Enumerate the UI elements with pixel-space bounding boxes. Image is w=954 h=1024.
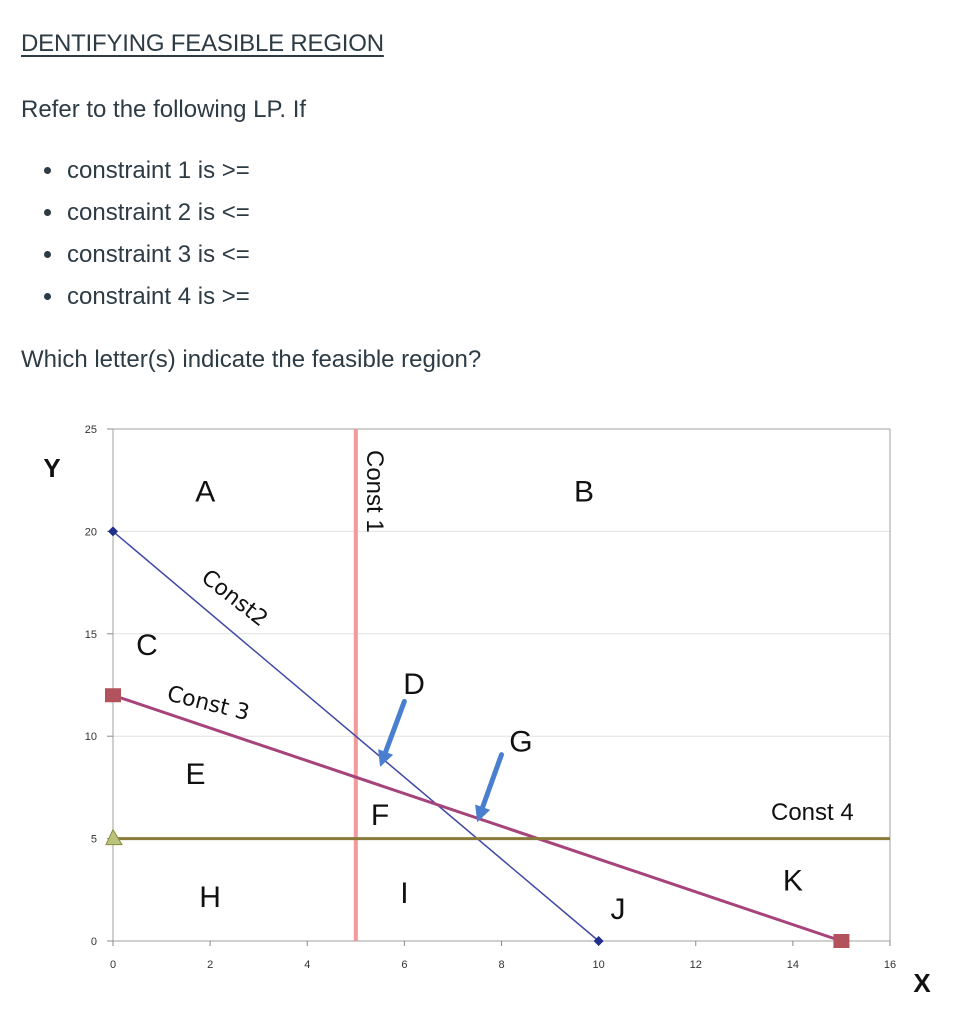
- chart-labels: [43, 450, 931, 998]
- grid-lines: [113, 531, 890, 838]
- question-intro: Refer to the following LP. If: [21, 96, 307, 123]
- region-label-d: D: [403, 667, 425, 701]
- const1-label: Const 1: [361, 450, 388, 533]
- x-tick-label-12: 12: [689, 959, 702, 971]
- region-label-a: A: [195, 475, 216, 509]
- region-label-h: H: [199, 880, 221, 914]
- constraint-item-3: • constraint 3 is <=: [65, 234, 250, 276]
- constraint-item-1: • constraint 1 is >=: [65, 150, 250, 192]
- y-tick-label-10: 10: [84, 731, 97, 744]
- region-label-e: E: [185, 758, 206, 792]
- x-tick-label-2: 2: [207, 959, 214, 971]
- plot-frame: [113, 429, 890, 941]
- x-axis-label: X: [913, 968, 931, 998]
- constraint-item-4: • constraint 4 is >=: [65, 276, 250, 318]
- const4-label: Const 4: [771, 799, 854, 826]
- y-axis-label: Y: [43, 453, 61, 483]
- x-tick-label-14: 14: [786, 959, 799, 971]
- region-label-c: C: [136, 629, 158, 663]
- constraint-lines: [113, 429, 890, 941]
- x-tick-label-10: 10: [592, 959, 605, 971]
- question-title: DENTIFYING FEASIBLE REGION: [21, 30, 384, 57]
- region-label-g: G: [509, 725, 533, 759]
- y-tick-label-15: 15: [84, 628, 97, 641]
- region-label-k: K: [782, 864, 803, 898]
- const3-label: Const 3: [164, 681, 252, 727]
- question-prompt: Which letter(s) indicate the feasible region?: [21, 346, 482, 373]
- y-tick-label-5: 5: [90, 833, 97, 846]
- const4-endpoint-marker: [106, 830, 122, 845]
- region-label-f: F: [370, 799, 390, 833]
- x-tick-label-16: 16: [883, 959, 897, 971]
- y-tick-label-25: 25: [84, 424, 97, 436]
- constraint-list: [40, 150, 250, 318]
- pointer-arrow-shaft-2: [483, 755, 502, 808]
- region-label-i: I: [400, 876, 409, 910]
- constraint-item-2: • constraint 2 is <=: [65, 192, 250, 234]
- const3-endpoint-marker-2: [833, 934, 849, 948]
- y-tick-label-20: 20: [84, 526, 97, 539]
- x-tick-label-0: 0: [109, 959, 117, 971]
- region-label-b: B: [574, 475, 595, 509]
- y-tick-label-0: 0: [90, 936, 97, 948]
- region-label-j: J: [610, 893, 626, 927]
- x-tick-label-8: 8: [498, 959, 505, 971]
- pointer-arrow-shaft-1: [386, 701, 405, 752]
- lp-graph: [0, 410, 954, 1024]
- const2-label: Const2: [196, 565, 273, 633]
- x-tick-label-4: 4: [304, 959, 311, 971]
- x-tick-label-6: 6: [401, 959, 408, 971]
- const3-endpoint-marker-1: [105, 688, 121, 702]
